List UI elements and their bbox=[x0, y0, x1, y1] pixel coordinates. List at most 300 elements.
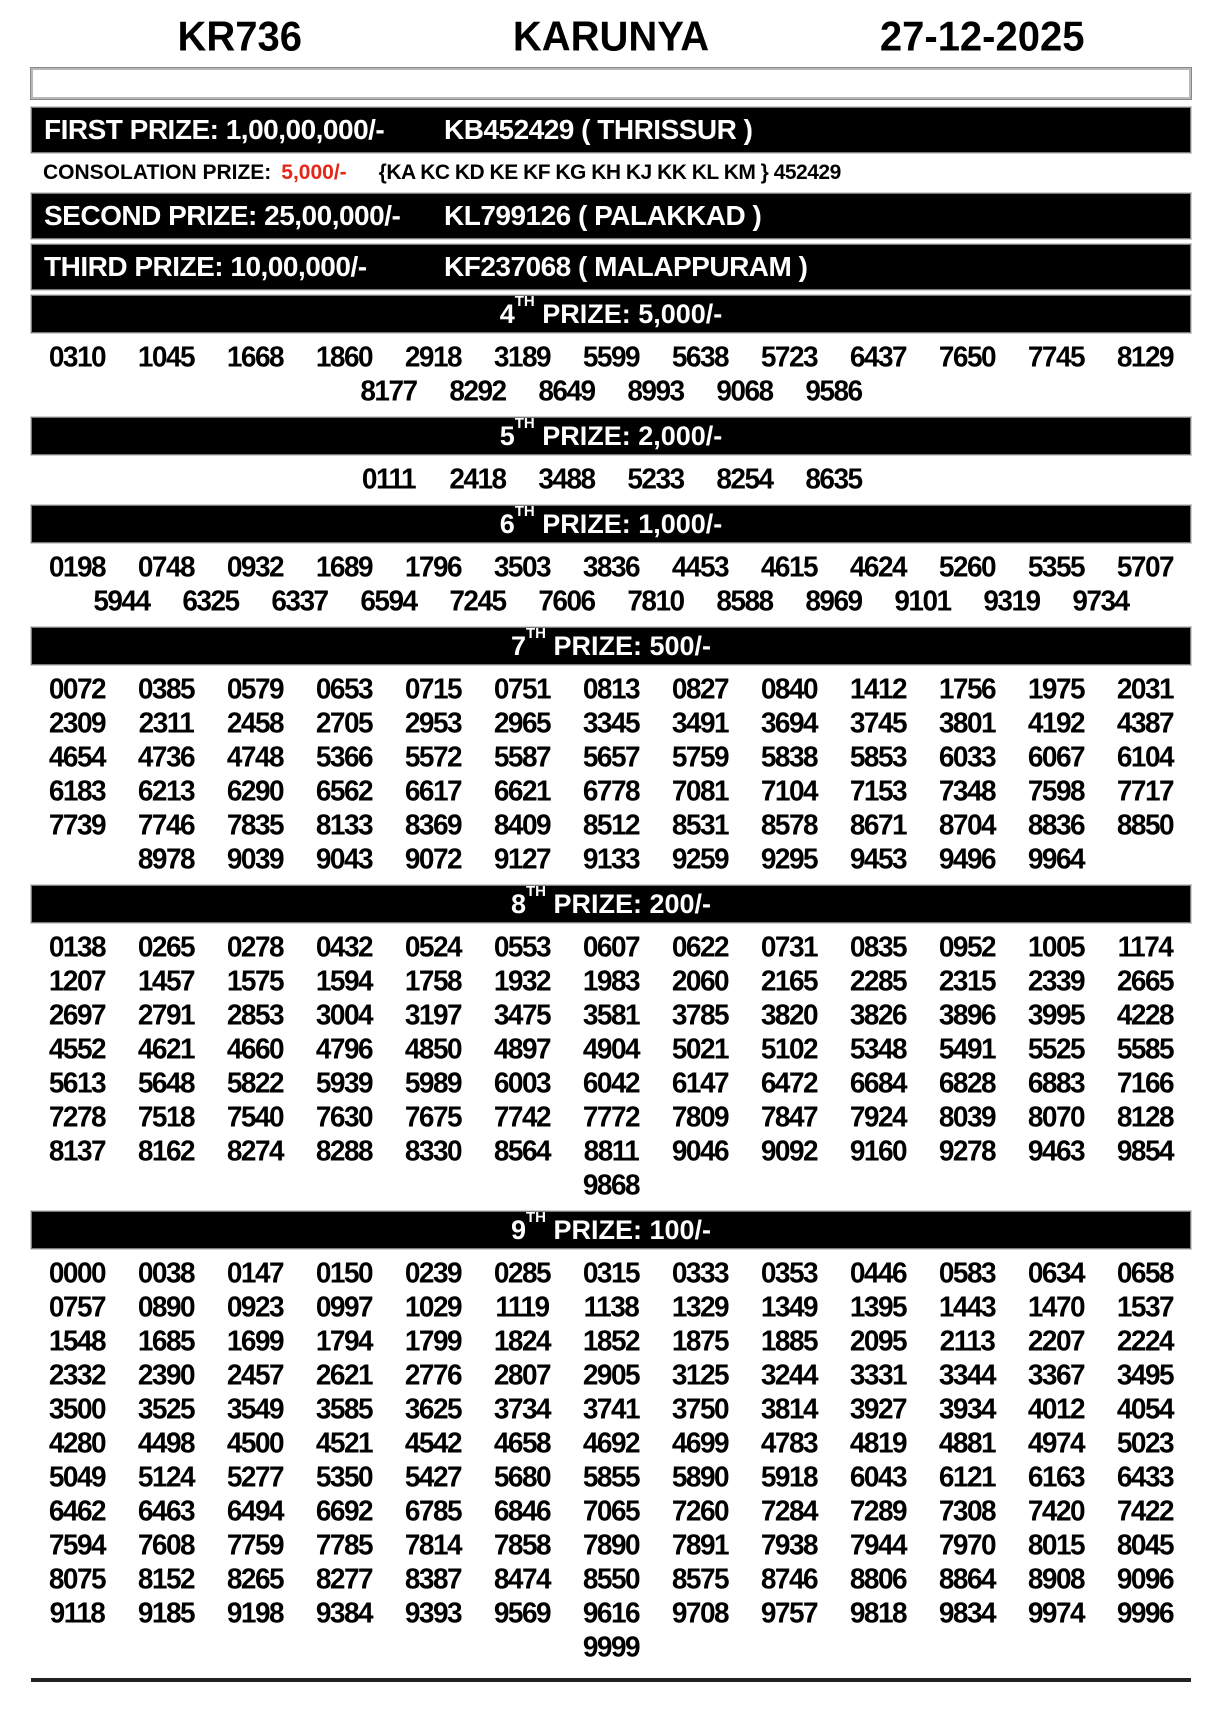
prize-section bbox=[31, 1208, 1191, 1668]
winning-number: 9393 bbox=[404, 1596, 462, 1629]
winning-number: 2458 bbox=[226, 706, 284, 739]
winning-number: 0607 bbox=[582, 930, 640, 963]
winning-number: 8288 bbox=[315, 1134, 373, 1167]
winning-number: 3585 bbox=[315, 1392, 373, 1425]
winning-numbers-grid bbox=[31, 548, 1191, 622]
winning-number: 4974 bbox=[1027, 1426, 1085, 1459]
winning-number: 0198 bbox=[48, 550, 106, 583]
winning-number: 1794 bbox=[315, 1324, 373, 1357]
winning-number: 8578 bbox=[760, 808, 818, 841]
winning-number: 8564 bbox=[493, 1134, 551, 1167]
third-prize-bar bbox=[31, 244, 1191, 290]
winning-number: 5989 bbox=[404, 1066, 462, 1099]
winning-number: 7739 bbox=[48, 808, 106, 841]
winning-numbers-row bbox=[31, 1290, 1191, 1324]
winning-number: 9496 bbox=[938, 842, 996, 875]
winning-number: 0890 bbox=[137, 1290, 195, 1323]
winning-number: 9185 bbox=[137, 1596, 195, 1629]
winning-number: 9616 bbox=[582, 1596, 640, 1629]
prize-section bbox=[31, 502, 1191, 622]
winning-number: 1852 bbox=[582, 1324, 640, 1357]
winning-number: 9101 bbox=[894, 584, 951, 617]
winning-number: 0634 bbox=[1027, 1256, 1085, 1289]
winning-number: 5049 bbox=[48, 1460, 106, 1493]
winning-number: 7944 bbox=[849, 1528, 907, 1561]
winning-number: 3345 bbox=[582, 706, 640, 739]
winning-number: 6437 bbox=[849, 340, 907, 373]
winning-number: 5355 bbox=[1027, 550, 1085, 583]
winning-number: 5599 bbox=[582, 340, 640, 373]
winning-number: 4228 bbox=[1116, 998, 1174, 1031]
consolation-series: {KA KC KD KE KF KG KH KJ KK KL KM } 452429 bbox=[378, 161, 841, 184]
winning-number: 5890 bbox=[671, 1460, 729, 1493]
winning-number: 0835 bbox=[849, 930, 907, 963]
winning-number: 2965 bbox=[493, 706, 551, 739]
winning-number: 3500 bbox=[48, 1392, 106, 1425]
winning-number: 3331 bbox=[849, 1358, 907, 1391]
winning-number: 5366 bbox=[315, 740, 373, 773]
winning-number: 9734 bbox=[1072, 584, 1129, 617]
winning-number: 8177 bbox=[360, 374, 417, 407]
winning-number: 4521 bbox=[315, 1426, 373, 1459]
winning-number: 5944 bbox=[93, 584, 150, 617]
winning-number: 8075 bbox=[48, 1562, 106, 1595]
winning-numbers-row bbox=[31, 774, 1191, 808]
winning-number: 5491 bbox=[938, 1032, 996, 1065]
winning-number: 5348 bbox=[849, 1032, 907, 1065]
winning-numbers-row bbox=[31, 998, 1191, 1032]
lower-prizes bbox=[31, 292, 1191, 1668]
winning-numbers-row bbox=[31, 930, 1191, 964]
winning-number: 4054 bbox=[1116, 1392, 1174, 1425]
consolation-label: CONSOLATION PRIZE: bbox=[43, 161, 272, 184]
winning-number: 9039 bbox=[226, 842, 284, 875]
winning-number: 7284 bbox=[760, 1494, 818, 1527]
winning-number: 8277 bbox=[315, 1562, 373, 1595]
winning-number: 3836 bbox=[582, 550, 640, 583]
winning-number: 7081 bbox=[671, 774, 729, 807]
winning-number: 4453 bbox=[671, 550, 729, 583]
winning-number: 0748 bbox=[137, 550, 195, 583]
winning-numbers-grid bbox=[31, 338, 1191, 412]
winning-number: 8969 bbox=[805, 584, 862, 617]
winning-number: 7847 bbox=[760, 1100, 818, 1133]
winning-number: 4748 bbox=[226, 740, 284, 773]
winning-number: 6121 bbox=[938, 1460, 996, 1493]
winning-number: 6846 bbox=[493, 1494, 551, 1527]
winning-number: 1395 bbox=[849, 1290, 907, 1323]
winning-numbers-row bbox=[31, 1596, 1191, 1630]
winning-number: 5585 bbox=[1116, 1032, 1174, 1065]
winning-number: 9854 bbox=[1116, 1134, 1174, 1167]
winning-number: 8806 bbox=[849, 1562, 907, 1595]
winning-number: 4819 bbox=[849, 1426, 907, 1459]
winning-number: 6290 bbox=[226, 774, 284, 807]
winning-number: 8850 bbox=[1116, 808, 1174, 841]
winning-number: 9974 bbox=[1027, 1596, 1085, 1629]
winning-number: 8129 bbox=[1116, 340, 1174, 373]
winning-number: 7153 bbox=[849, 774, 907, 807]
winning-number: 5939 bbox=[315, 1066, 373, 1099]
winning-number: 8133 bbox=[315, 808, 373, 841]
winning-number: 5822 bbox=[226, 1066, 284, 1099]
winning-number: 5525 bbox=[1027, 1032, 1085, 1065]
winning-number: 4897 bbox=[493, 1032, 551, 1065]
winning-number: 7891 bbox=[671, 1528, 729, 1561]
winning-number: 0932 bbox=[226, 550, 284, 583]
winning-number: 0385 bbox=[137, 672, 195, 705]
winning-number: 8575 bbox=[671, 1562, 729, 1595]
winning-numbers-grid bbox=[31, 670, 1191, 880]
winning-number: 8162 bbox=[137, 1134, 195, 1167]
winning-number: 0715 bbox=[404, 672, 462, 705]
winning-number: 8274 bbox=[226, 1134, 284, 1167]
winning-numbers-row bbox=[31, 1392, 1191, 1426]
winning-number: 7890 bbox=[582, 1528, 640, 1561]
winning-number: 8635 bbox=[805, 462, 862, 495]
prize-section-header: 7TH PRIZE: 500/- bbox=[31, 627, 1191, 665]
winning-number: 6494 bbox=[226, 1494, 284, 1527]
winning-number: 9068 bbox=[716, 374, 773, 407]
winning-number: 1875 bbox=[671, 1324, 729, 1357]
winning-number: 4542 bbox=[404, 1426, 462, 1459]
winning-number: 8045 bbox=[1116, 1528, 1174, 1561]
winning-number: 7717 bbox=[1116, 774, 1174, 807]
winning-number: 0751 bbox=[493, 672, 551, 705]
winning-number: 8254 bbox=[716, 462, 773, 495]
winning-number: 9319 bbox=[983, 584, 1040, 617]
winning-number: 9384 bbox=[315, 1596, 373, 1629]
winning-number: 5613 bbox=[48, 1066, 106, 1099]
winning-number: 1756 bbox=[938, 672, 996, 705]
winning-number: 0138 bbox=[48, 930, 106, 963]
winning-number: 4660 bbox=[226, 1032, 284, 1065]
winning-number: 7650 bbox=[938, 340, 996, 373]
winning-number: 8039 bbox=[938, 1100, 996, 1133]
winning-number: 7289 bbox=[849, 1494, 907, 1527]
winning-number: 8704 bbox=[938, 808, 996, 841]
winning-number: 7245 bbox=[449, 584, 506, 617]
winning-number: 9868 bbox=[582, 1168, 640, 1201]
winning-number: 7540 bbox=[226, 1100, 284, 1133]
winning-number: 4692 bbox=[582, 1426, 640, 1459]
winning-number: 2776 bbox=[404, 1358, 462, 1391]
third-prize-winner: KF237068 ( MALAPPURAM ) bbox=[444, 251, 808, 282]
winning-number: 4658 bbox=[493, 1426, 551, 1459]
winning-number: 1537 bbox=[1116, 1290, 1174, 1323]
first-prize-label: FIRST PRIZE: 1,00,00,000/- bbox=[44, 114, 385, 145]
winning-number: 5587 bbox=[493, 740, 551, 773]
winning-number: 2315 bbox=[938, 964, 996, 997]
winning-number: 9259 bbox=[671, 842, 729, 875]
winning-number: 1174 bbox=[1117, 930, 1173, 963]
winning-number: 4012 bbox=[1027, 1392, 1085, 1425]
winning-number: 6778 bbox=[582, 774, 640, 807]
page-title bbox=[31, 0, 1191, 62]
winning-number: 5838 bbox=[760, 740, 818, 773]
winning-number: 8671 bbox=[849, 808, 907, 841]
winning-number: 5277 bbox=[226, 1460, 284, 1493]
winning-number: 8512 bbox=[582, 808, 640, 841]
winning-number: 3125 bbox=[671, 1358, 729, 1391]
draw-date: 27-12-2025 bbox=[879, 13, 1085, 60]
winning-number: 8746 bbox=[760, 1562, 818, 1595]
winning-number: 0038 bbox=[137, 1256, 195, 1289]
winning-number: 3491 bbox=[671, 706, 729, 739]
winning-number: 7835 bbox=[226, 808, 284, 841]
winning-number: 2311 bbox=[138, 706, 194, 739]
winning-number: 7630 bbox=[315, 1100, 373, 1133]
winning-number: 1329 bbox=[671, 1290, 729, 1323]
first-prize-bar bbox=[31, 107, 1191, 153]
second-prize-bar bbox=[31, 193, 1191, 239]
winning-numbers-grid bbox=[31, 1254, 1191, 1668]
winning-number: 3625 bbox=[404, 1392, 462, 1425]
second-prize-label: SECOND PRIZE: 25,00,000/- bbox=[44, 200, 401, 231]
winning-number: 2060 bbox=[671, 964, 729, 997]
winning-number: 2031 bbox=[1116, 672, 1174, 705]
winning-number: 2905 bbox=[582, 1358, 640, 1391]
winning-numbers-row bbox=[31, 1562, 1191, 1596]
winning-number: 0923 bbox=[226, 1290, 284, 1323]
winning-number: 2165 bbox=[760, 964, 818, 997]
winning-number: 3004 bbox=[315, 998, 373, 1031]
winning-number: 2697 bbox=[48, 998, 106, 1031]
winning-number: 3503 bbox=[493, 550, 551, 583]
winning-number: 6785 bbox=[404, 1494, 462, 1527]
winning-number: 8550 bbox=[582, 1562, 640, 1595]
winning-number: 3745 bbox=[849, 706, 907, 739]
winning-number: 8292 bbox=[449, 374, 506, 407]
winning-number: 5657 bbox=[582, 740, 640, 773]
winning-number: 3367 bbox=[1027, 1358, 1085, 1391]
winning-number: 2853 bbox=[226, 998, 284, 1031]
winning-numbers-row bbox=[31, 1066, 1191, 1100]
winning-number: 0000 bbox=[48, 1256, 106, 1289]
winning-number: 6828 bbox=[938, 1066, 996, 1099]
winning-number: 4796 bbox=[315, 1032, 373, 1065]
winning-number: 7166 bbox=[1116, 1066, 1174, 1099]
winning-number: 5680 bbox=[493, 1460, 551, 1493]
bottom-divider bbox=[31, 1678, 1191, 1682]
winning-number: 3488 bbox=[538, 462, 595, 495]
winning-number: 7810 bbox=[627, 584, 684, 617]
winning-number: 5102 bbox=[760, 1032, 818, 1065]
winning-number: 9463 bbox=[1027, 1134, 1085, 1167]
winning-number: 1207 bbox=[48, 964, 106, 997]
winning-number: 2621 bbox=[315, 1358, 373, 1391]
winning-number: 8409 bbox=[493, 808, 551, 841]
winning-number: 4192 bbox=[1027, 706, 1085, 739]
winning-number: 1349 bbox=[760, 1290, 818, 1323]
winning-number: 0285 bbox=[493, 1256, 551, 1289]
winning-number: 6163 bbox=[1027, 1460, 1085, 1493]
winning-number: 2339 bbox=[1027, 964, 1085, 997]
winning-numbers-row bbox=[31, 1134, 1191, 1168]
winning-numbers-grid bbox=[31, 460, 1191, 500]
winning-number: 0827 bbox=[671, 672, 729, 705]
prize-section-header: 8TH PRIZE: 200/- bbox=[31, 885, 1191, 923]
winning-number: 9127 bbox=[493, 842, 551, 875]
winning-number: 5855 bbox=[582, 1460, 640, 1493]
winning-number: 7420 bbox=[1027, 1494, 1085, 1527]
winning-numbers-row bbox=[31, 1426, 1191, 1460]
winning-number: 6562 bbox=[315, 774, 373, 807]
winning-number: 7759 bbox=[226, 1528, 284, 1561]
winning-number: 7814 bbox=[404, 1528, 462, 1561]
winning-number: 7518 bbox=[137, 1100, 195, 1133]
winning-numbers-row bbox=[31, 1494, 1191, 1528]
winning-number: 8836 bbox=[1027, 808, 1085, 841]
winning-number: 3189 bbox=[493, 340, 551, 373]
winning-number: 6042 bbox=[582, 1066, 640, 1099]
winning-numbers-row bbox=[31, 550, 1191, 584]
winning-number: 0952 bbox=[938, 930, 996, 963]
winning-number: 6684 bbox=[849, 1066, 907, 1099]
winning-numbers-row bbox=[31, 1630, 1191, 1664]
winning-number: 1457 bbox=[137, 964, 195, 997]
winning-number: 1443 bbox=[938, 1290, 996, 1323]
winning-number: 0353 bbox=[760, 1256, 818, 1289]
winning-number: 6104 bbox=[1116, 740, 1174, 773]
winning-number: 7608 bbox=[137, 1528, 195, 1561]
winning-number: 8588 bbox=[716, 584, 773, 617]
winning-number: 6621 bbox=[493, 774, 551, 807]
winning-number: 7104 bbox=[760, 774, 818, 807]
winning-number: 9453 bbox=[849, 842, 907, 875]
winning-number: 4498 bbox=[137, 1426, 195, 1459]
winning-number: 4552 bbox=[48, 1032, 106, 1065]
winning-number: 2113 bbox=[939, 1324, 995, 1357]
winning-number: 1470 bbox=[1027, 1290, 1085, 1323]
winning-number: 1668 bbox=[226, 340, 284, 373]
winning-number: 1412 bbox=[849, 672, 907, 705]
winning-number: 9757 bbox=[760, 1596, 818, 1629]
winning-number: 2918 bbox=[404, 340, 462, 373]
winning-number: 6462 bbox=[48, 1494, 106, 1527]
winning-number: 6594 bbox=[360, 584, 417, 617]
winning-number: 3197 bbox=[404, 998, 462, 1031]
winning-numbers-row bbox=[31, 462, 1191, 496]
winning-number: 3995 bbox=[1027, 998, 1085, 1031]
winning-number: 3581 bbox=[582, 998, 640, 1031]
winning-number: 6067 bbox=[1027, 740, 1085, 773]
second-prize-winner: KL799126 ( PALAKKAD ) bbox=[444, 200, 762, 231]
winning-numbers-row bbox=[31, 808, 1191, 842]
winning-numbers-row bbox=[31, 1324, 1191, 1358]
winning-number: 3814 bbox=[760, 1392, 818, 1425]
winning-number: 3495 bbox=[1116, 1358, 1174, 1391]
winning-number: 4654 bbox=[48, 740, 106, 773]
winning-number: 2224 bbox=[1116, 1324, 1174, 1357]
winning-number: 6003 bbox=[493, 1066, 551, 1099]
winning-number: 4500 bbox=[226, 1426, 284, 1459]
winning-number: 2418 bbox=[449, 462, 506, 495]
winning-number: 6213 bbox=[137, 774, 195, 807]
winning-number: 9586 bbox=[805, 374, 862, 407]
winning-number: 1685 bbox=[137, 1324, 195, 1357]
prize-section bbox=[31, 292, 1191, 412]
winning-number: 5260 bbox=[938, 550, 996, 583]
winning-number: 7278 bbox=[48, 1100, 106, 1133]
winning-number: 8474 bbox=[493, 1562, 551, 1595]
winning-number: 4783 bbox=[760, 1426, 818, 1459]
winning-number: 3475 bbox=[493, 998, 551, 1031]
winning-number: 0583 bbox=[938, 1256, 996, 1289]
winning-number: 0731 bbox=[760, 930, 818, 963]
winning-number: 8137 bbox=[48, 1134, 106, 1167]
prize-section-header: 4TH PRIZE: 5,000/- bbox=[31, 295, 1191, 333]
winning-number: 8993 bbox=[627, 374, 684, 407]
winning-number: 4736 bbox=[137, 740, 195, 773]
winning-number: 7260 bbox=[671, 1494, 729, 1527]
winning-number: 6337 bbox=[271, 584, 328, 617]
winning-number: 6472 bbox=[760, 1066, 818, 1099]
winning-number: 3801 bbox=[938, 706, 996, 739]
winning-numbers-row bbox=[31, 374, 1191, 408]
winning-number: 9096 bbox=[1116, 1562, 1174, 1595]
winning-number: 4387 bbox=[1116, 706, 1174, 739]
winning-number: 8330 bbox=[404, 1134, 462, 1167]
winning-number: 1119 bbox=[495, 1290, 549, 1323]
winning-number: 5572 bbox=[404, 740, 462, 773]
winning-number: 1860 bbox=[315, 340, 373, 373]
winning-number: 8369 bbox=[404, 808, 462, 841]
winning-number: 2207 bbox=[1027, 1324, 1085, 1357]
winning-number: 3826 bbox=[849, 998, 907, 1031]
winning-number: 0579 bbox=[226, 672, 284, 705]
winning-number: 1575 bbox=[226, 964, 284, 997]
winning-number: 0072 bbox=[48, 672, 106, 705]
winning-number: 2390 bbox=[137, 1358, 195, 1391]
winning-number: 8128 bbox=[1116, 1100, 1174, 1133]
winning-number: 7742 bbox=[493, 1100, 551, 1133]
winning-number: 9198 bbox=[226, 1596, 284, 1629]
winning-number: 1824 bbox=[493, 1324, 551, 1357]
winning-number: 6883 bbox=[1027, 1066, 1085, 1099]
prize-section bbox=[31, 414, 1191, 500]
winning-number: 2457 bbox=[226, 1358, 284, 1391]
winning-number: 9092 bbox=[760, 1134, 818, 1167]
winning-number: 7924 bbox=[849, 1100, 907, 1133]
winning-number: 7065 bbox=[582, 1494, 640, 1527]
winning-number: 6043 bbox=[849, 1460, 907, 1493]
winning-number: 7308 bbox=[938, 1494, 996, 1527]
winning-number: 0315 bbox=[582, 1256, 640, 1289]
winning-number: 1799 bbox=[404, 1324, 462, 1357]
winning-numbers-row bbox=[31, 584, 1191, 618]
winning-number: 0840 bbox=[760, 672, 818, 705]
winning-numbers-row bbox=[31, 1460, 1191, 1494]
winning-numbers-row bbox=[31, 1358, 1191, 1392]
winning-number: 2953 bbox=[404, 706, 462, 739]
winning-number: 3927 bbox=[849, 1392, 907, 1425]
winning-number: 3750 bbox=[671, 1392, 729, 1425]
winning-number: 7745 bbox=[1027, 340, 1085, 373]
winning-numbers-row bbox=[31, 1528, 1191, 1562]
winning-number: 0446 bbox=[849, 1256, 907, 1289]
winning-number: 8864 bbox=[938, 1562, 996, 1595]
winning-number: 9133 bbox=[582, 842, 640, 875]
winning-number: 9118 bbox=[49, 1596, 105, 1629]
winning-number: 1548 bbox=[48, 1324, 106, 1357]
third-prize-label: THIRD PRIZE: 10,00,000/- bbox=[44, 251, 367, 282]
winning-number: 9818 bbox=[849, 1596, 907, 1629]
winning-number: 4904 bbox=[582, 1032, 640, 1065]
winning-number: 7594 bbox=[48, 1528, 106, 1561]
winning-number: 0553 bbox=[493, 930, 551, 963]
winning-number: 6692 bbox=[315, 1494, 373, 1527]
